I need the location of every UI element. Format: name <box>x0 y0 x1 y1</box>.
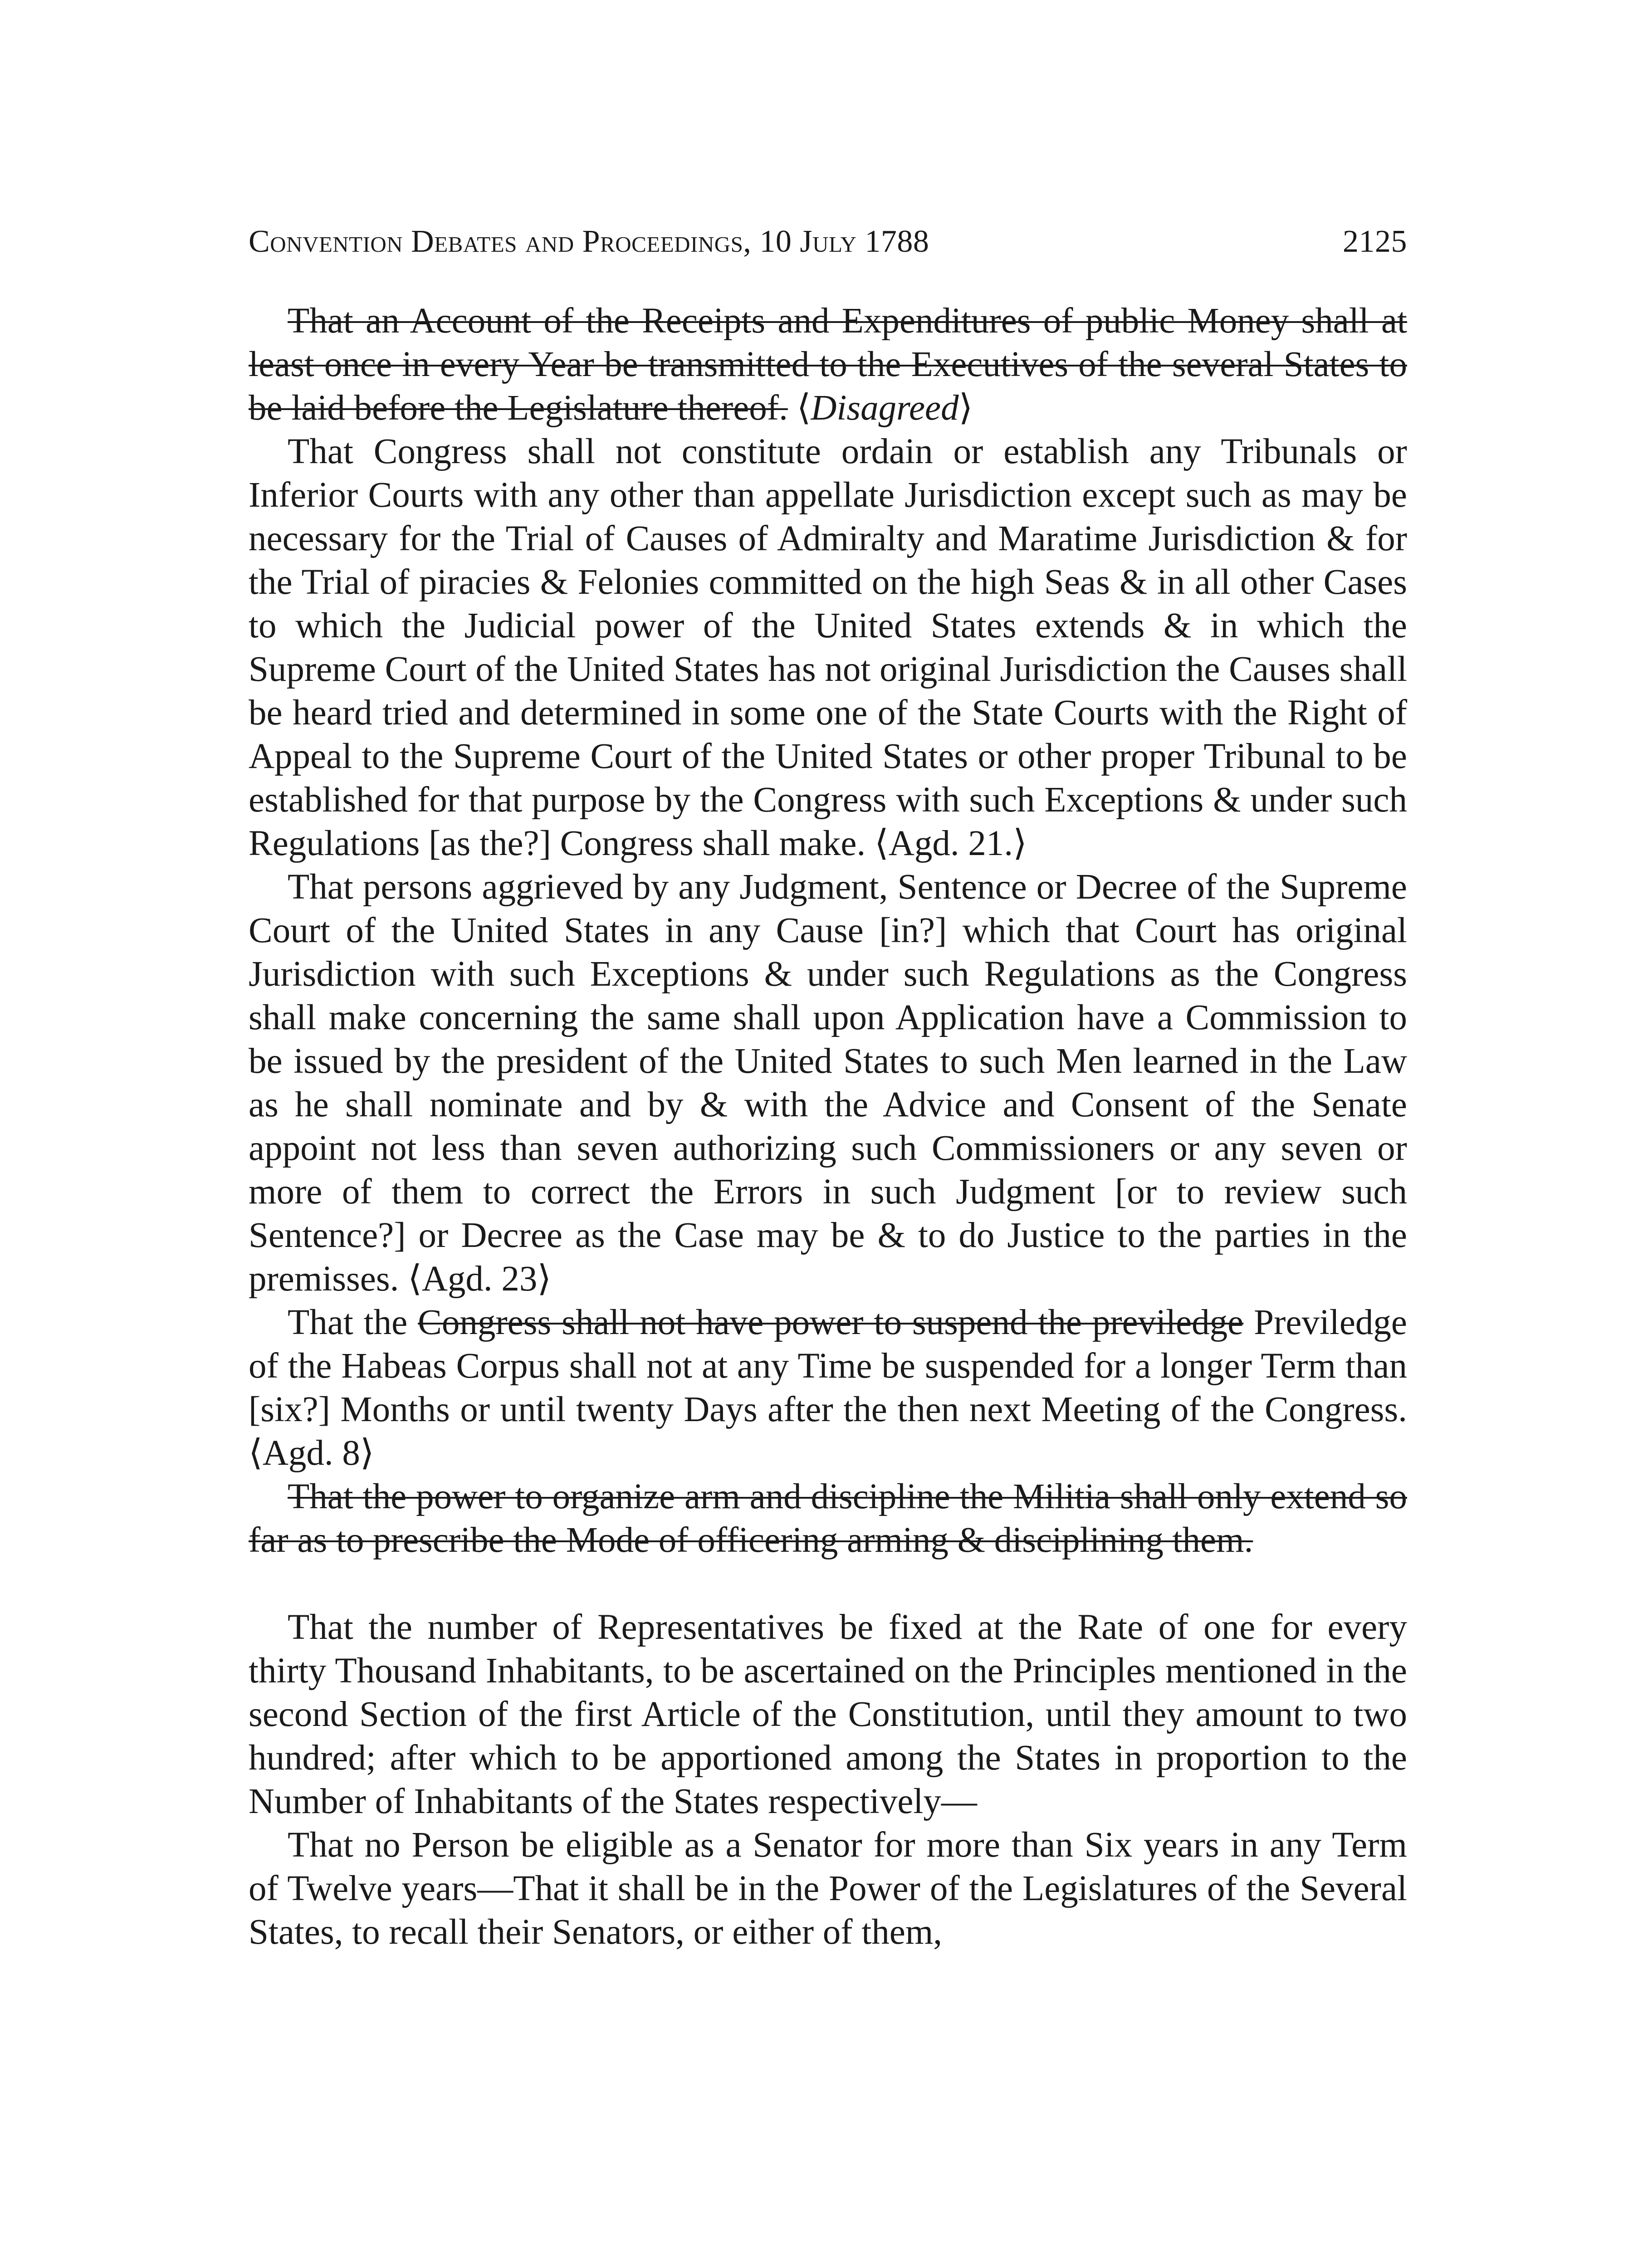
paragraph-senators: That no Person be eligible as a Senator for more than Six years in any Term of Twelve years—That it shall be in the Power of the Legislatures of the Several States, to recall their Senators, or either of them, <box>249 1825 1407 1952</box>
paragraph-representatives: That the number of Representatives be fixed at the Rate of one for every thirty Thousand Inhabitants, to be ascertained on the Principles mentioned in the second Section of the first Article of the Constitution, until they amount to two hundred; after which to be apportioned among the States in proportion to the Number of Inhabitants of the States respectively— <box>249 1608 1407 1821</box>
paragraph-militia <box>249 1475 1407 1562</box>
struck-text: Congress shall not have power to suspend the previledge <box>418 1303 1244 1342</box>
bracket-open: ⟨ <box>787 388 811 428</box>
paragraph-habeas-corpus <box>249 1301 1407 1475</box>
struck-text: That an Account of the Receipts and Expenditures of public Money shall at least once in every Year be transmitted to the Executives of the several States to be laid before the Legislature thereof. <box>249 301 1407 428</box>
paragraph-persons-aggrieved: That persons aggrieved by any Judgment, Sentence or Decree of the Supreme Court of the United States in any Cause [in?] which that Court has original Jurisdiction with such Exceptions & under such Regulations as the Congress shall make concerning the same shall upon Application have a Commission to be issued by the president of the United States to such Men learned in the Law as he shall nominate and by & with the Advice and Consent of the Senate appoint not less than seven authorizing such Commissioners or any seven or more of them to correct the Errors in such Judgment [or to review such Sentence?] or Decree as the Case may be & to do Justice to the parties in the premisses. ⟨Agd. 23⟩ <box>249 867 1407 1299</box>
page-number: 2125 <box>1343 224 1407 259</box>
running-head-title: Convention Debates and Proceedings, 10 July 1788 <box>249 224 929 259</box>
body-text <box>249 299 1407 1954</box>
struck-text: That the power to organize arm and discipline the Militia shall only extend so far as to prescribe the Mode of officering arming & disciplining them. <box>249 1477 1407 1560</box>
editorial-note: Disagreed <box>811 388 959 428</box>
bracket-close: ⟩ <box>958 388 973 428</box>
running-head <box>249 221 1407 262</box>
body-continuation: Previledge of the Habeas Corpus shall not at any Time be suspended for a longer Term than [six?] Months or until twenty Days after the then next Meeting of the Congress. ⟨Agd. 8⟩ <box>249 1303 1407 1473</box>
paragraph-inferior-courts: That Congress shall not constitute ordain or establish any Tribunals or Inferior Courts with any other than appellate Jurisdiction except such as may be necessary for the Trial of Causes of Admiralty and Maratime Jurisdiction & for the Trial of piracies & Felonies committed on the high Seas & in all other Cases to which the Judicial power of the United States extends & in which the Supreme Court of the United States has not original Jurisdiction the Causes shall be heard tried and determined in some one of the State Courts with the Right of Appeal to the Supreme Court of the United States or other proper Tribunal to be established for that purpose by the Congress with such Exceptions & under such Regulations [as the?] Congress shall make. ⟨Agd. 21.⟩ <box>249 432 1407 863</box>
lead-text: That the <box>288 1303 418 1342</box>
paragraph-account-of-receipts <box>249 299 1407 430</box>
